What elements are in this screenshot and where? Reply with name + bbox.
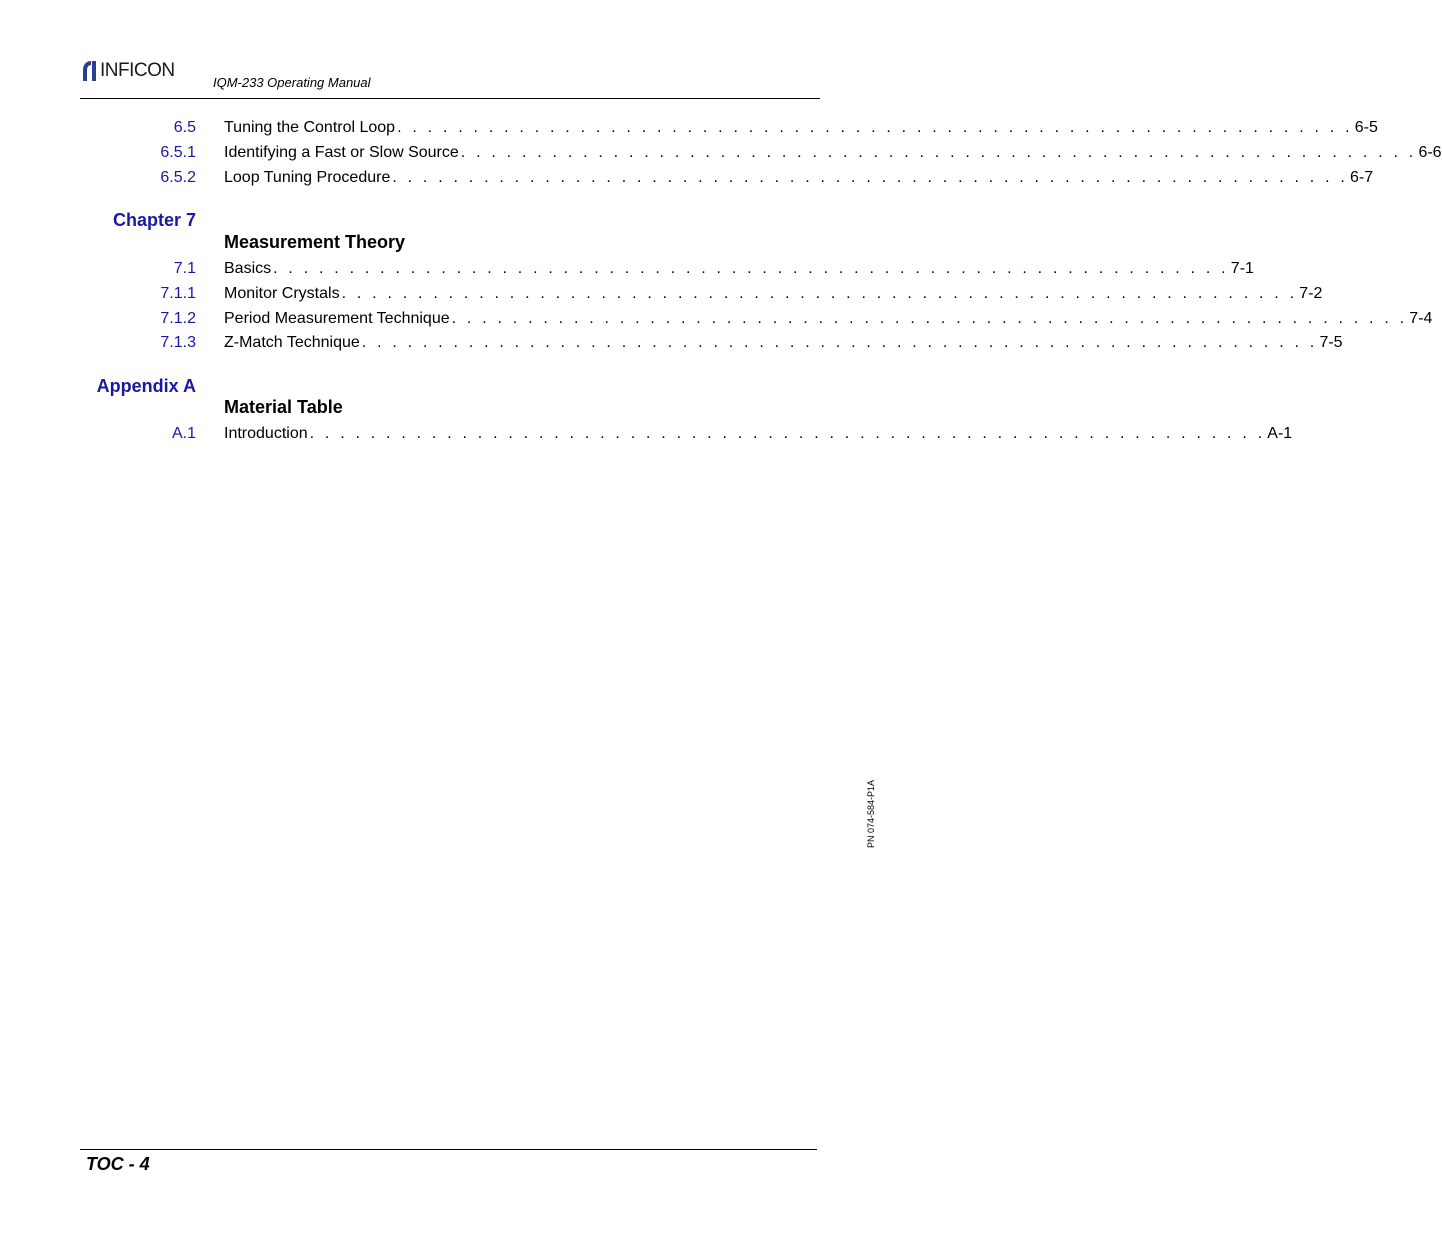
manual-title: IQM-233 Operating Manual xyxy=(213,75,371,90)
inficon-logo-mark-icon xyxy=(80,59,98,83)
section-number: 6.5.1 xyxy=(160,144,196,161)
section-number: 6.5.2 xyxy=(160,169,196,186)
section-number: 7.1.3 xyxy=(160,334,196,351)
toc-entry[interactable] xyxy=(0,424,1293,444)
dot-leader: . . . . . . . . . . . . . . . . . . . . . . . . . . . . . . . . . . . . . . . . . . . . . . . . . . . . . . . . . . . . . . . xyxy=(451,310,1408,327)
page-number: 6-7 xyxy=(1350,169,1374,186)
chapter-label[interactable]: Chapter 7 xyxy=(112,210,196,230)
section-title: Introduction xyxy=(224,425,308,442)
toc-entry[interactable] xyxy=(0,309,1433,329)
section-title: Monitor Crystals xyxy=(224,285,340,302)
page-label: TOC - 4 xyxy=(86,1154,150,1174)
dot-leader: . . . . . . . . . . . . . . . . . . . . . . . . . . . . . . . . . . . . . . . . . . . . . . . . . . . . . . . . . . . . . . . xyxy=(273,260,1229,277)
section-title: Tuning the Control Loop xyxy=(224,119,396,136)
page-number: 7-4 xyxy=(1409,310,1433,327)
page-number: 6-5 xyxy=(1354,119,1378,136)
toc-entry[interactable] xyxy=(0,168,1374,188)
part-number: PN 074-584-P1A xyxy=(866,779,876,848)
section-title: Identifying a Fast or Slow Source xyxy=(224,144,459,161)
dot-leader: . . . . . . . . . . . . . . . . . . . . . . . . . . . . . . . . . . . . . . . . . . . . . . . . . . . . . . . . . . . . . . . xyxy=(460,144,1417,161)
section-number: 6.5 xyxy=(173,119,196,136)
chapter-title[interactable]: Measurement Theory xyxy=(224,232,406,252)
section-title: Period Measurement Technique xyxy=(224,310,450,327)
toc-entry[interactable] xyxy=(0,118,1378,138)
section-number: A.1 xyxy=(171,425,196,442)
footer-divider xyxy=(80,1149,817,1150)
dot-leader: . . . . . . . . . . . . . . . . . . . . . . . . . . . . . . . . . . . . . . . . . . . . . . . . . . . . . . . . . . . . . . . xyxy=(361,334,1318,351)
section-title: Basics xyxy=(224,260,272,277)
page-number: A-1 xyxy=(1267,425,1293,442)
toc-entry[interactable] xyxy=(0,333,1343,353)
toc-entry[interactable] xyxy=(0,284,1323,304)
toc-entry[interactable] xyxy=(0,143,1442,163)
header-divider xyxy=(80,98,820,99)
section-number: 7.1 xyxy=(173,260,196,277)
page-number: 7-2 xyxy=(1299,285,1323,302)
page-number: 6-6 xyxy=(1418,144,1442,161)
section-number: 7.1.1 xyxy=(160,285,196,302)
dot-leader: . . . . . . . . . . . . . . . . . . . . . . . . . . . . . . . . . . . . . . . . . . . . . . . . . . . . . . . . . . . . . . . xyxy=(341,285,1298,302)
dot-leader: . . . . . . . . . . . . . . . . . . . . . . . . . . . . . . . . . . . . . . . . . . . . . . . . . . . . . . . . . . . . . . . xyxy=(397,119,1353,136)
brand-name: INFICON xyxy=(100,60,175,81)
section-title: Loop Tuning Procedure xyxy=(224,169,391,186)
page-number: 7-5 xyxy=(1319,334,1343,351)
dot-leader: . . . . . . . . . . . . . . . . . . . . . . . . . . . . . . . . . . . . . . . . . . . . . . . . . . . . . . . . . . . . . . . xyxy=(392,169,1349,186)
appendix-label[interactable]: Appendix A xyxy=(96,376,196,396)
section-title: Z-Match Technique xyxy=(224,334,360,351)
section-number: 7.1.2 xyxy=(160,310,196,327)
page-number: 7-1 xyxy=(1230,260,1254,277)
toc-entry[interactable] xyxy=(0,259,1254,279)
appendix-title[interactable]: Material Table xyxy=(224,397,343,417)
inficon-logo xyxy=(80,58,175,84)
dot-leader: . . . . . . . . . . . . . . . . . . . . . . . . . . . . . . . . . . . . . . . . . . . . . . . . . . . . . . . . . . . . . . . xyxy=(309,425,1266,442)
